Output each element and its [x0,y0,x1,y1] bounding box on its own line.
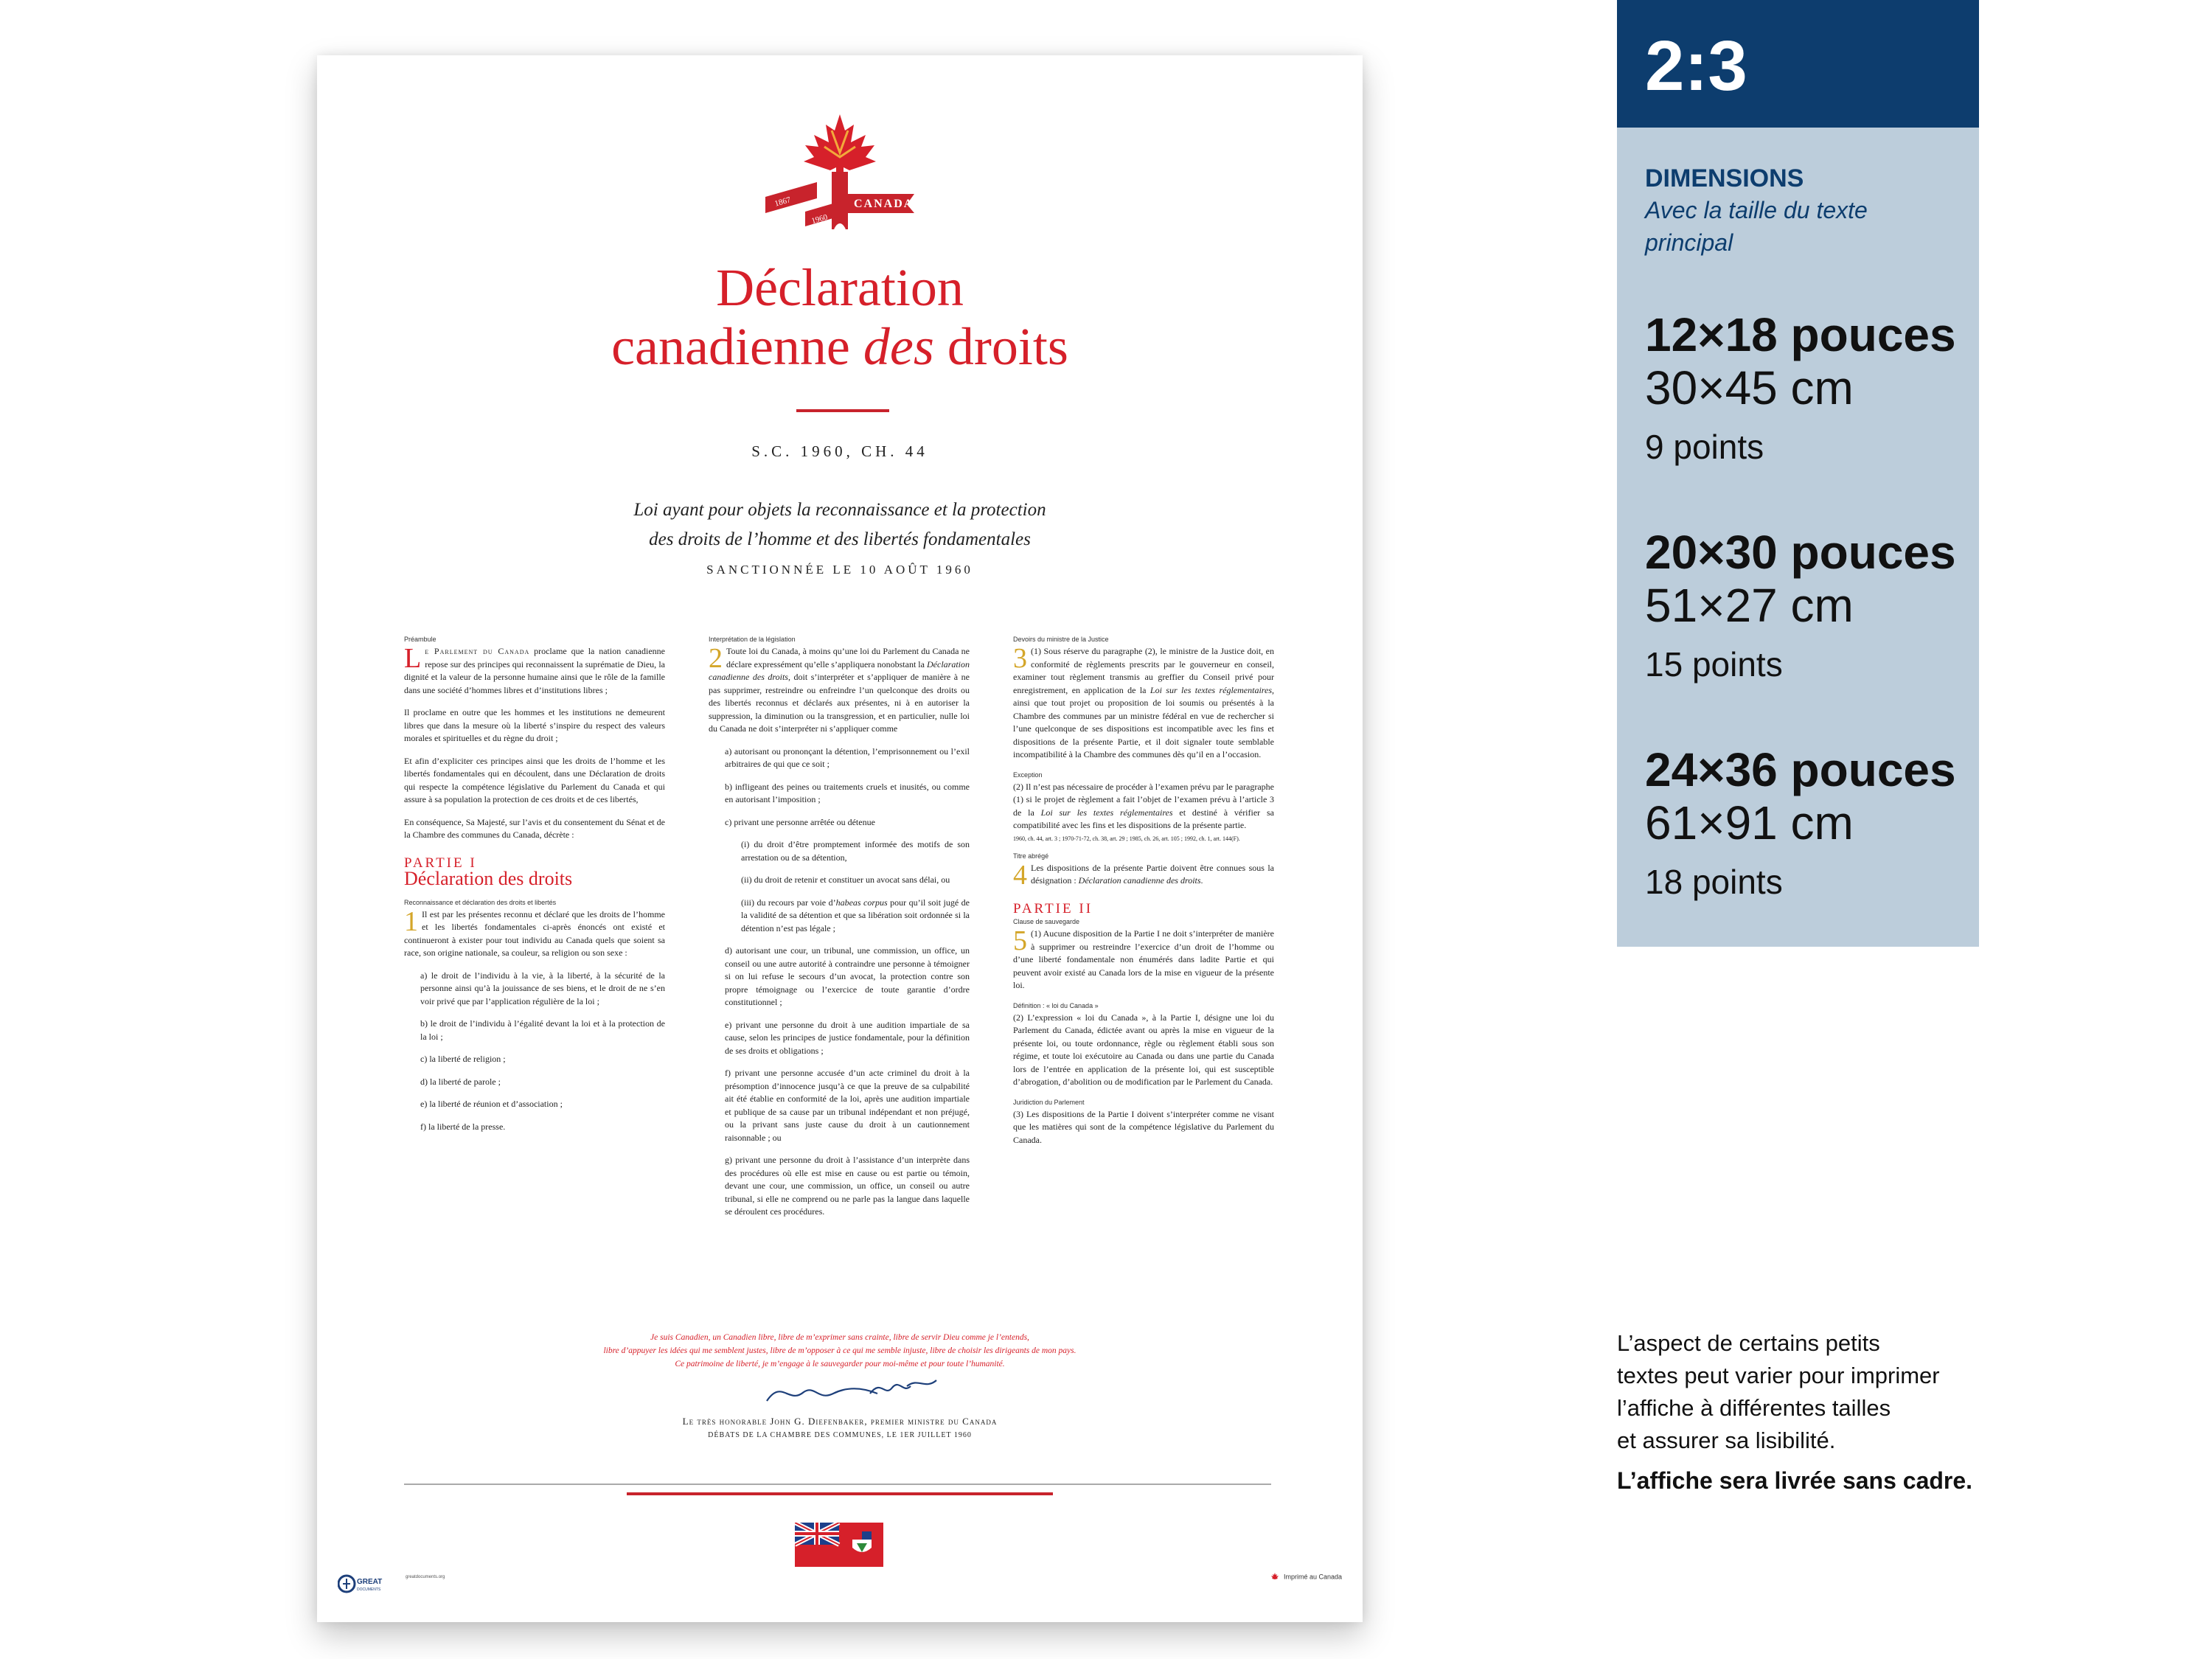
section-2-e: e) privant une personne du droit à une audition impartiale de sa cause, selon les principes de justice fondamentale, pour la définition de ses droits et obligations ; [725,1019,970,1056]
pm-attribution: Le très honorable John G. Diefenbaker, premier ministre du Canada [682,1416,998,1427]
section-5-2: (2) L’expression « loi du Canada », à la Partie I, désigne une loi du Parlement du Canada, édictée avant ou après la mise en vigueur de la présente loi, ou toute ordonnance, règle ou règlement établi sous son régime, et toute loi exécutoire au Canada ou dans une partie du Canada lors de l’entrée en application de la présente loi, qui est susceptible d’abrogation, d’abolition ou de modification par le Parlement du Canada. [1013,1012,1274,1087]
preamble-p4: En conséquence, Sa Majesté, sur l’avis et du consentement du Sénat et de la Chambre des communes du Canada, décrète : [404,816,665,840]
section-2-c-iii: (iii) du recours par voie d’habeas corpus pour qu’il soit jugé de la validité de sa détention et que sa libération soit ordonnée si la détention n’est pas légale ; [741,897,970,933]
section-5: 5 (1) Aucune disposition de la Partie I ne doit s’interpréter de manière à supprimer ou restreindre l’exercice d’un droit de l’homme ou d’une liberté fondamentale non énumérés dans ladite Partie et qui peuvent avoir existé au Canada lors de la mise en vigueur de la présente loi. [1013,925,1274,990]
partie-2-heading: PARTIE II [1013,900,1093,917]
size-inches: 20×30 pouces [1645,526,1956,579]
section-5-2-label: Définition : « loi du Canada » [1013,1001,1099,1009]
text-column-2 [709,636,970,1228]
footer-rule-red [627,1492,1053,1495]
section-2-d: d) autorisant une cour, un tribunal, une commission, un office, un conseil ou une autre autorité à contraindre une personne à témoigner si on lui refuse le secours d’un avocat, la protection contre son propre témoignage ou l’exercice de toute garantie d’ordre constitutionnel ; [725,945,970,1007]
emblem-year-right: 1960 [810,212,829,226]
svg-text:GREAT: GREAT [357,1578,383,1586]
statute-reference: S.C. 1960, CH. 44 [751,442,928,460]
small-text-note: L’aspect de certains petits textes peut varier pour imprimer l’affiche à différentes tailles et assurer sa lisibilité. [1617,1330,1940,1453]
size-option [1645,308,1956,469]
subtitle: Loi ayant pour objets la reconnaissance et la protection des droits de l’homme et des libertés fondamentales [633,500,1046,549]
size-option [1645,743,1956,904]
section-5-label: Clause de sauvegarde [1013,918,1080,925]
dimensions-subheading: Avec la taille du texte principal [1645,197,1868,256]
section-3-citation: 1960, ch. 44, art. 3 ; 1970-71-72, ch. 38, art. 29 ; 1985, ch. 26, art. 105 ; 1992, ch. 1, art. 144(F). [1013,835,1240,842]
printed-in-canada: Imprimé au Canada [1270,1573,1342,1582]
diefenbaker-quote: Je suis Canadien, un Canadien libre, libre de m’exprimer sans crainte, libre de servir Dieu comme je l’entends, libre d’appuyer les idées qui me semblent justes, libre de m’opposer à ce qui me semble injuste, libre de choisir les dirigeants de mon pays. Ce patrimoine de liberté, je m’engage à le sauvegarder pour moi-même et pour toute l’humanité. [603,1333,1077,1368]
preamble-p2: Il proclame en outre que les hommes et les institutions ne demeurent libres que dans la mesure où la liberté s’inspire du respect des valeurs morales et spirituelles et du règne du droit ; [404,707,665,743]
publisher-logo [338,1573,500,1598]
section-1-f: f) la liberté de la presse. [420,1121,506,1132]
section-1-c: c) la liberté de religion ; [420,1054,506,1064]
text-column-3 [1013,636,1274,1156]
maple-leaf-small-icon [1270,1573,1279,1582]
poster [317,55,1363,1622]
section-4-label: Titre abrégé [1013,852,1049,860]
section-1-label: Reconnaissance et déclaration des droits et libertés [404,898,557,906]
section-2-label: Interprétation de la législation [709,636,796,643]
section-1-d: d) la liberté de parole ; [420,1076,501,1087]
section-2-c-i: (i) du droit d’être promptement informée des motifs de son arrestation ou de sa détention, [741,839,970,863]
section-3-label: Devoirs du ministre de la Justice [1013,636,1109,643]
section-5-3: (3) Les dispositions de la Partie I doivent s’interpréter comme ne visant que les matières qui sont de la compétence législative du Parlement du Canada. [1013,1108,1274,1145]
red-ensign-flag [795,1523,883,1567]
size-inches: 24×36 pouces [1645,743,1956,796]
aspect-ratio: 2:3 [1645,27,1747,105]
size-cm: 61×91 cm [1645,796,1854,849]
section-2-a: a) autorisant ou prononçant la détention, l’emprisonnement ou l’exil arbitraires de qui que ce soit ; [725,745,970,769]
section-3: 3 (1) Sous réserve du paragraphe (2), le ministre de la Justice doit, en conformité de règlements prescrits par le gouverneur en conseil, examiner tout règlement transmis au greffier du Conseil privé pour enregistrement, en application de la Loi sur les textes réglementaires, ainsi que tout projet ou proposition de loi soumis ou présentés à la Chambre des communes par un ministre fédéral en vue de rechercher si l’une quelconque de ses dispositions est incompatible avec les fins et dispositions de la présente Partie, et il doit signaler toute semblable incompatibilité à la Chambre des communes dès qu’il en a l’occasion. [1013,643,1275,759]
publisher-url: greatdocuments.org [406,1575,445,1579]
emblem-banner: CANADA [854,198,914,210]
size-cm: 30×45 cm [1645,361,1854,414]
no-frame-note: L’affiche sera livrée sans cadre. [1617,1467,1973,1494]
exception-label: Exception [1013,771,1043,779]
title-line-2: canadienne des droits [611,317,1068,376]
section-1-a: a) le droit de l’individu à la vie, à la liberté, à la sécurité de la personne ainsi qu’à la jouissance de ses biens, et le droit de ne s’en voir privé que par l’application régulière de la loi ; [420,970,665,1006]
text-column-1 [404,636,665,1143]
sanction-date: SANCTIONNÉE LE 10 AOÛT 1960 [706,563,973,577]
section-2-g: g) privant une personne du droit à l’assistance d’un interprète dans des procédures où elle est mise en cause ou est partie ou témoin, devant une cour, une commission, un office, un conseil ou autre tribunal, si elle ne comprend ou ne parle pas la langue dans laquelle se déroulent ces procédures. [725,1155,970,1217]
canada-centennial-emblem [758,108,922,234]
page-title [317,258,1363,376]
preamble-p1: Le Parlement du Canada proclame que la nation canadienne repose sur des principes qui reconnaissent la suprématie de Dieu, la dignité et la valeur de la personne humaine ainsi que le rôle de la famille dans une société d’hommes libres et d’institutions libres ; [404,643,665,695]
aspect-ratio-box [1617,0,1979,128]
emblem-year-left: 1867 [773,195,792,209]
section-2: 2 Toute loi du Canada, à moins qu’une loi du Parlement du Canada ne déclare expressément qu’elle s’appliquera nonobstant la Déclaration canadienne des droits, doit s’interpréter et s’appliquer de manière à ne pas supprimer, restreindre ou enfreindre l’un quelconque des droits ou des libertés reconnus et déclarés aux présentes, ni à en autoriser la suppression, la diminution ou la transgression, et en particulier, nulle loi du Canada ne doit s’interpréter ni s’appliquer comme [709,643,970,734]
dimensions-panel [1617,128,1979,947]
size-inches: 12×18 pouces [1645,308,1956,361]
size-option [1645,526,1956,686]
section-1-e: e) la liberté de réunion et d’association ; [420,1099,563,1109]
section-2-b: b) infligeant des peines ou traitements cruels et inusités, ou comme en autorisant l’imposition ; [725,781,970,804]
size-points: 18 points [1645,863,1783,901]
section-2-c: c) privant une personne arrêtée ou détenue [725,816,875,827]
section-3-2: (2) Il n’est pas nécessaire de procéder à l’examen prévu par le paragraphe (1) si le projet de règlement a fait l’objet de l’examen prévu à l’article 3 de la Loi sur les textes réglementaires et destiné à vérifier sa compatibilité avec les fins et les dispositions de la présente partie. [1013,781,1275,830]
publisher-mark [338,1573,389,1595]
size-cm: 51×27 cm [1645,579,1854,632]
signature [759,1371,951,1408]
partie-1-heading: PARTIE I [404,855,477,871]
size-points: 15 points [1645,645,1783,684]
debates-citation: DÉBATS DE LA CHAMBRE DES COMMUNES, LE 1ER JUILLET 1960 [708,1431,972,1439]
section-2-f: f) privant une personne accusée d’un acte criminel du droit à la présomption d’innocence jusqu’à ce que la preuve de sa culpabilité ait été établie en conformité de la loi, après une audition impartiale et publique de sa cause par un tribunal indépendant et non préjugé, ou la privant sans juste cause du droit à un cautionnement raisonnable ; ou [725,1068,970,1143]
preamble-p3: Et afin d’expliciter ces principes ainsi que les droits de l’homme et les libertés fondamentales qui en découlent, dans une Déclaration de droits qui respecte la compétence législative du Parlement du Canada et qui assure à sa population la protection de ces droits et de ces libertés, [404,755,665,804]
section-5-3-label: Juridiction du Parlement [1013,1098,1085,1106]
dimensions-heading: DIMENSIONS [1645,164,1804,192]
partie-1-title: Déclaration des droits [404,868,573,889]
svg-text:DOCUMENTS: DOCUMENTS [357,1587,381,1592]
section-4: 4 Les dispositions de la présente Partie doivent être connues sous la désignation : Déclaration canadienne des droits. [1013,859,1274,891]
section-1-b: b) le droit de l’individu à l’égalité devant la loi et à la protection de la loi ; [420,1018,665,1042]
size-points: 9 points [1645,428,1764,466]
title-divider [796,409,889,412]
title-line-1: Déclaration [716,258,964,317]
footer-rule [404,1484,1271,1485]
section-2-c-ii: (ii) du droit de retenir et constituer un avocat sans délai, ou [741,874,950,885]
preamble-label: Préambule [404,636,437,643]
section-1: 1 Il est par les présentes reconnu et déclaré que les droits de l’homme et les libertés fondamentales ci-après énoncés ont existé et continueront à exister pour tout individu au Canada quels que soient sa race, son origine nationale, sa couleur, sa religion ou son sexe : [404,905,665,958]
